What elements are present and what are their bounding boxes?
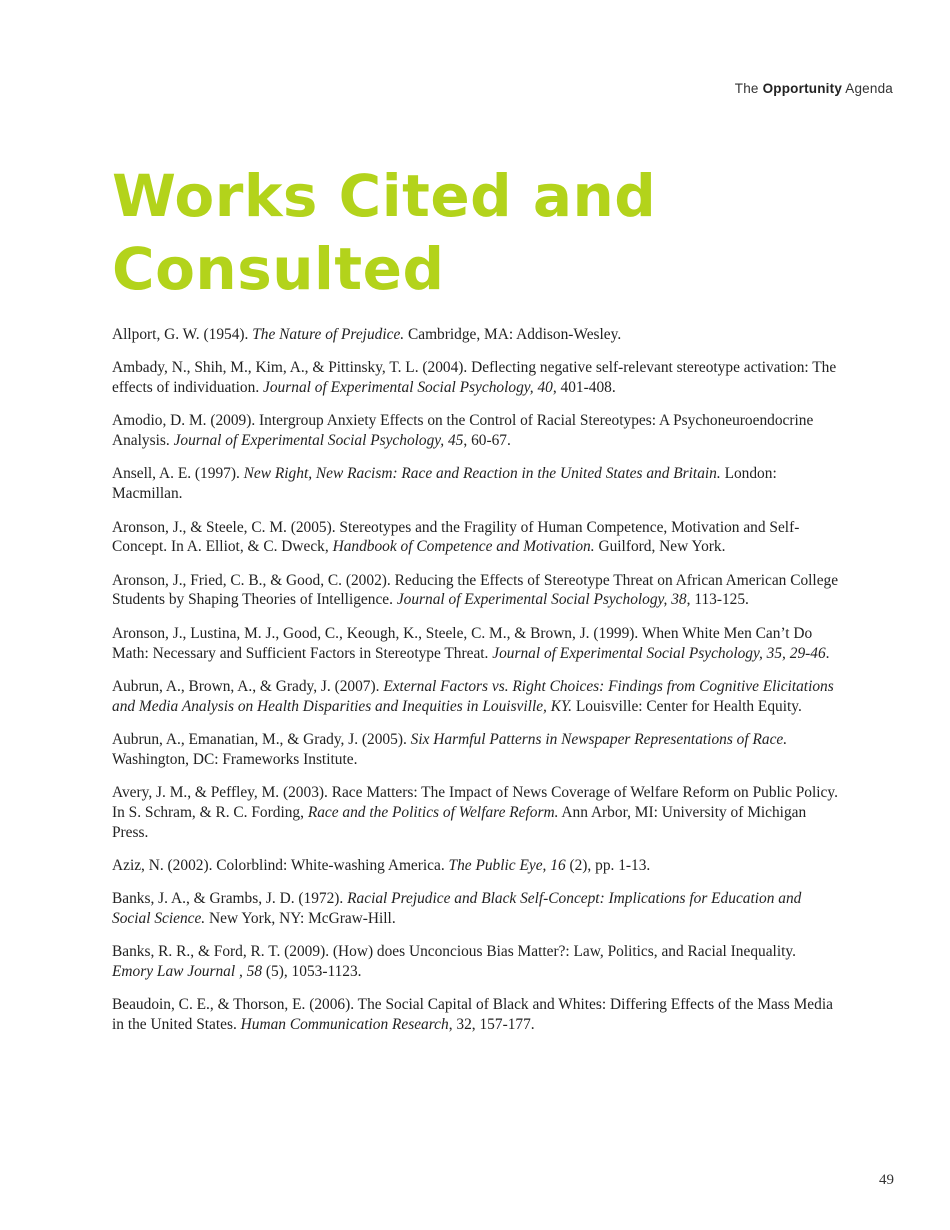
reference-item [112,942,840,982]
ref-text: Banks, J. A., & Grambs, J. D. (1972). [112,890,348,908]
running-header [735,81,893,96]
ref-title: Emory Law Journal , 58 [112,963,263,981]
ref-text: Aronson, J., & Steele, C. M. (2005). Stereotypes and the Fragility of Human Competence, Motivation and Self-Concept. In A. Elliot, & C. Dweck, [112,518,800,556]
ref-text: Banks, R. R., & Ford, R. T. (2009). (How) does Unconcious Bias Matter?: Law, Politics, and Racial Inequality. [112,943,796,961]
ref-text: Beaudoin, C. E., & Thorson, E. (2006). The Social Capital of Black and Whites: Differing Effects of the Mass Media in the United States. [112,996,833,1034]
ref-text: London: Macmillan. [112,465,777,503]
ref-text: Ansell, A. E. (1997). [112,465,244,483]
ref-text: , 113-125. [686,591,749,609]
reference-item [112,464,840,504]
ref-text: Aziz, N. (2002). Colorblind: White-washing America. [112,856,449,874]
reference-item [112,518,840,558]
reference-item [112,783,840,842]
ref-text: . [825,644,830,662]
ref-text: Amodio, D. M. (2009). Intergroup Anxiety Effects on the Control of Racial Stereotypes: A Psychoneuroendocrine Analysis. [112,412,814,450]
ref-title: New Right, New Racism: Race and Reaction in the United States and Britain. [243,465,721,483]
reference-list [112,325,840,1049]
ref-text: Avery, J. M., & Peffley, M. (2003). Race Matters: The Impact of News Coverage of Welfare Reform on Public Policy. In S. Schram, & R. C. Fording, [112,784,838,821]
ref-text: Aubrun, A., Emanatian, M., & Grady, J. (2005). [112,730,411,748]
ref-text: Aronson, J., Lustina, M. J., Good, C., Keough, K., Steele, C. M., & Brown, J. (1999). When White Men Can’t Do Math: Necessary and Sufficient Factors in Stereotype Threat. [112,624,813,662]
ref-text: Washington, DC: Frameworks Institute. [112,750,358,768]
reference-item [112,889,840,929]
ref-text: Aronson, J., Fried, C. B., & Good, C. (2002). Reducing the Effects of Stereotype Threat on African American College Students by Shaping Theories of Intelligence. [112,571,839,609]
ref-title: The Public Eye, 16 [448,856,566,874]
ref-title: Journal of Experimental Social Psychology, 35, 29-46 [492,644,826,662]
ref-text: Aubrun, A., Brown, A., & Grady, J. (2007). [112,677,384,695]
ref-text: (5), 1053-1123. [262,963,362,981]
reference-item [112,730,840,770]
page-title [112,160,812,306]
ref-title: Journal of Experimental Social Psychology, 40 [263,379,553,397]
ref-title: Racial Prejudice and Black Self-Concept: Implications for Education and Social Science. [112,890,802,928]
ref-text: (2), pp. 1-13. [565,856,651,874]
reference-item [112,856,840,876]
ref-title: External Factors vs. Right Choices: Findings from Cognitive Elicitations and Media Analysis on Health Disparities and Inequities in Louisville, KY. [112,677,834,715]
ref-title: Race and the Politics of Welfare Reform. [307,803,559,821]
ref-title: Human Communication Research [240,1016,449,1034]
page-number: 49 [879,1172,894,1188]
ref-title: Journal of Experimental Social Psychology, 38 [396,591,687,609]
title-line-1: Works Cited and [112,162,657,230]
ref-text: , 60-67. [463,432,511,450]
header-pre: The [734,81,759,96]
ref-text: Ambady, N., Shih, M., Kim, A., & Pittinsky, T. L. (2004). Deflecting negative self-relevant stereotype activation: The effects of individuation. [112,359,837,397]
reference-item [112,624,840,664]
header-brand: Opportunity [762,81,843,96]
ref-text: New York, NY: McGraw-Hill. [205,910,396,928]
ref-text: Ann Arbor, MI: University of Michigan Press. [112,803,807,841]
reference-item [112,325,840,345]
ref-title: Journal of Experimental Social Psychology, 45 [173,432,464,450]
reference-item [112,677,840,717]
reference-item [112,995,840,1035]
ref-title: Handbook of Competence and Motivation. [332,538,595,556]
ref-title: Six Harmful Patterns in Newspaper Representations of Race. [410,730,788,748]
reference-item [112,571,840,611]
ref-text: Guilford, New York. [594,538,726,556]
ref-text: Allport, G. W. (1954). [112,326,253,343]
reference-item [112,358,840,398]
ref-text: Louisville: Center for Health Equity. [572,697,802,715]
title-line-2: Consulted [112,235,445,303]
reference-item [112,411,840,451]
header-post: Agenda [845,81,893,96]
ref-text: , 401-408. [552,379,616,397]
ref-title: The Nature of Prejudice. [252,326,405,343]
ref-text: Cambridge, MA: Addison-Wesley. [404,326,622,343]
ref-text: , 32, 157-177. [448,1016,535,1034]
